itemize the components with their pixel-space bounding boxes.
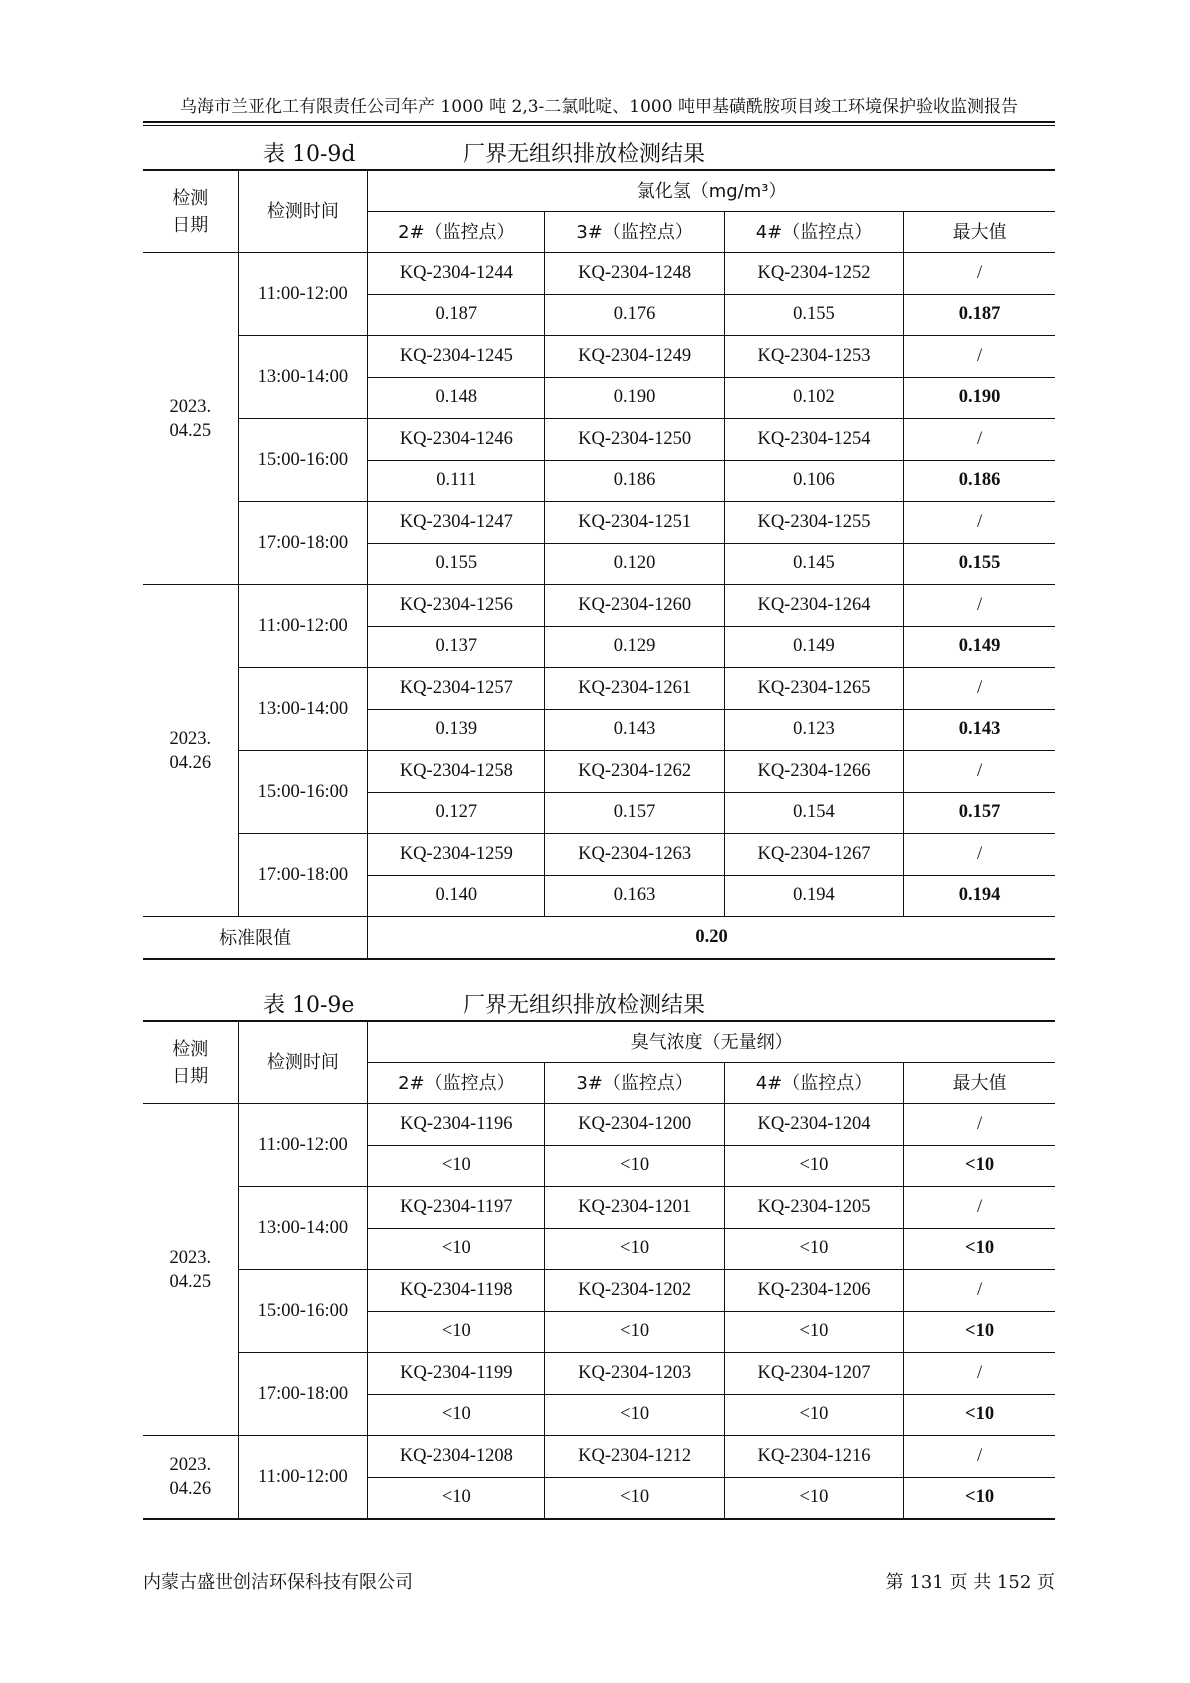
sample-id-cell: KQ-2304-1201 bbox=[545, 1187, 724, 1229]
odor-results-table bbox=[143, 1020, 1055, 1520]
value-cell: 0.143 bbox=[545, 709, 724, 751]
sample-id-cell: KQ-2304-1263 bbox=[545, 834, 724, 876]
max-id-cell: / bbox=[904, 1104, 1055, 1146]
sample-id-cell: KQ-2304-1203 bbox=[545, 1353, 724, 1395]
value-cell: <10 bbox=[724, 1477, 903, 1519]
value-cell: <10 bbox=[368, 1145, 545, 1187]
sample-id-cell: KQ-2304-1200 bbox=[545, 1104, 724, 1146]
table-row bbox=[143, 1187, 1055, 1229]
value-cell: 0.102 bbox=[724, 377, 903, 419]
time-cell: 11:00-12:00 bbox=[238, 253, 368, 336]
time-cell: 13:00-14:00 bbox=[238, 1187, 368, 1270]
value-cell: 0.149 bbox=[724, 626, 903, 668]
value-cell: 0.148 bbox=[368, 377, 545, 419]
value-cell: <10 bbox=[724, 1311, 903, 1353]
time-cell: 11:00-12:00 bbox=[238, 1436, 368, 1520]
max-id-cell: / bbox=[904, 502, 1055, 544]
table-row bbox=[143, 1353, 1055, 1395]
time-cell: 17:00-18:00 bbox=[238, 1353, 368, 1436]
value-cell: 0.139 bbox=[368, 709, 545, 751]
sample-id-cell: KQ-2304-1196 bbox=[368, 1104, 545, 1146]
value-cell: <10 bbox=[368, 1394, 545, 1436]
value-cell: 0.106 bbox=[724, 460, 903, 502]
sample-id-cell: KQ-2304-1197 bbox=[368, 1187, 545, 1229]
column-header-point-1: 2#（监控点） bbox=[368, 212, 545, 253]
sample-id-cell: KQ-2304-1261 bbox=[545, 668, 724, 710]
table-row bbox=[143, 751, 1055, 793]
time-cell: 17:00-18:00 bbox=[238, 834, 368, 917]
time-cell: 15:00-16:00 bbox=[238, 751, 368, 834]
value-cell: <10 bbox=[545, 1145, 724, 1187]
value-cell: <10 bbox=[724, 1228, 903, 1270]
column-header-point-4: 最大值 bbox=[904, 1063, 1055, 1104]
sample-id-cell: KQ-2304-1202 bbox=[545, 1270, 724, 1312]
table-title: 厂界无组织排放检测结果 bbox=[463, 993, 706, 1018]
column-header-point-4: 最大值 bbox=[904, 212, 1055, 253]
max-value-cell: 0.149 bbox=[904, 626, 1055, 668]
table-row bbox=[143, 668, 1055, 710]
max-value-cell: 0.194 bbox=[904, 875, 1055, 917]
table-e-block bbox=[143, 982, 1055, 1520]
sample-id-cell: KQ-2304-1246 bbox=[368, 419, 545, 461]
standard-limit-value: 0.20 bbox=[368, 917, 1055, 959]
sample-id-cell: KQ-2304-1207 bbox=[724, 1353, 903, 1395]
table-d-block bbox=[143, 131, 1055, 960]
table-caption bbox=[143, 982, 1055, 1020]
value-cell: <10 bbox=[545, 1477, 724, 1519]
max-value-cell: <10 bbox=[904, 1477, 1055, 1519]
sample-id-cell: KQ-2304-1212 bbox=[545, 1436, 724, 1478]
time-cell: 15:00-16:00 bbox=[238, 1270, 368, 1353]
max-value-cell: <10 bbox=[904, 1145, 1055, 1187]
time-cell: 13:00-14:00 bbox=[238, 668, 368, 751]
max-value-cell: 0.155 bbox=[904, 543, 1055, 585]
value-cell: 0.154 bbox=[724, 792, 903, 834]
value-cell: 0.123 bbox=[724, 709, 903, 751]
date-cell: 2023. 04.25 bbox=[143, 253, 238, 585]
value-cell: 0.155 bbox=[368, 543, 545, 585]
table-number: 表 10-9d bbox=[263, 142, 356, 167]
max-value-cell: <10 bbox=[904, 1228, 1055, 1270]
column-header-point-2: 3#（监控点） bbox=[545, 212, 724, 253]
value-cell: 0.186 bbox=[545, 460, 724, 502]
sample-id-cell: KQ-2304-1245 bbox=[368, 336, 545, 378]
column-header-point-2: 3#（监控点） bbox=[545, 1063, 724, 1104]
sample-id-cell: KQ-2304-1255 bbox=[724, 502, 903, 544]
sample-id-cell: KQ-2304-1249 bbox=[545, 336, 724, 378]
table-row bbox=[143, 253, 1055, 295]
max-id-cell: / bbox=[904, 1270, 1055, 1312]
column-header-point-3: 4#（监控点） bbox=[724, 212, 903, 253]
time-cell: 15:00-16:00 bbox=[238, 419, 368, 502]
value-cell: <10 bbox=[724, 1145, 903, 1187]
standard-limit-label: 标准限值 bbox=[143, 917, 368, 959]
table-title: 厂界无组织排放检测结果 bbox=[463, 142, 706, 167]
column-header-point-3: 4#（监控点） bbox=[724, 1063, 903, 1104]
max-id-cell: / bbox=[904, 253, 1055, 295]
value-cell: <10 bbox=[545, 1228, 724, 1270]
value-cell: 0.111 bbox=[368, 460, 545, 502]
max-value-cell: 0.187 bbox=[904, 294, 1055, 336]
sample-id-cell: KQ-2304-1199 bbox=[368, 1353, 545, 1395]
value-cell: <10 bbox=[368, 1228, 545, 1270]
column-header-point-1: 2#（监控点） bbox=[368, 1063, 545, 1104]
value-cell: <10 bbox=[545, 1311, 724, 1353]
time-cell: 11:00-12:00 bbox=[238, 1104, 368, 1187]
time-cell: 13:00-14:00 bbox=[238, 336, 368, 419]
value-cell: 0.120 bbox=[545, 543, 724, 585]
sample-id-cell: KQ-2304-1257 bbox=[368, 668, 545, 710]
sample-id-cell: KQ-2304-1250 bbox=[545, 419, 724, 461]
column-header-parameter: 臭气浓度（无量纲） bbox=[368, 1021, 1055, 1063]
sample-id-cell: KQ-2304-1204 bbox=[724, 1104, 903, 1146]
page-header: 乌海市兰亚化工有限责任公司年产 1000 吨 2,3-二氯吡啶、1000 吨甲基磺酰胺项目竣工环境保护验收监测报告 bbox=[180, 97, 1018, 117]
sample-id-cell: KQ-2304-1251 bbox=[545, 502, 724, 544]
sample-id-cell: KQ-2304-1247 bbox=[368, 502, 545, 544]
column-header-time: 检测时间 bbox=[238, 170, 368, 253]
table-row bbox=[143, 1104, 1055, 1146]
column-header-parameter: 氯化氢（mg/m³） bbox=[368, 170, 1055, 212]
max-id-cell: / bbox=[904, 336, 1055, 378]
sample-id-cell: KQ-2304-1252 bbox=[724, 253, 903, 295]
value-cell: 0.194 bbox=[724, 875, 903, 917]
max-id-cell: / bbox=[904, 1187, 1055, 1229]
table-row bbox=[143, 502, 1055, 544]
max-value-cell: 0.143 bbox=[904, 709, 1055, 751]
max-id-cell: / bbox=[904, 419, 1055, 461]
value-cell: 0.127 bbox=[368, 792, 545, 834]
date-cell: 2023. 04.25 bbox=[143, 1104, 238, 1436]
table-row bbox=[143, 419, 1055, 461]
table-row bbox=[143, 585, 1055, 627]
column-header-date: 检测 日期 bbox=[143, 1021, 238, 1104]
date-cell: 2023. 04.26 bbox=[143, 1436, 238, 1520]
value-cell: 0.157 bbox=[545, 792, 724, 834]
max-value-cell: 0.186 bbox=[904, 460, 1055, 502]
table-caption bbox=[143, 131, 1055, 169]
time-cell: 17:00-18:00 bbox=[238, 502, 368, 585]
footer-page-info: 第 131 页 共 152 页 bbox=[885, 1572, 1055, 1593]
sample-id-cell: KQ-2304-1256 bbox=[368, 585, 545, 627]
table-row bbox=[143, 1436, 1055, 1478]
sample-id-cell: KQ-2304-1253 bbox=[724, 336, 903, 378]
sample-id-cell: KQ-2304-1267 bbox=[724, 834, 903, 876]
max-id-cell: / bbox=[904, 585, 1055, 627]
table-number: 表 10-9e bbox=[263, 993, 355, 1018]
value-cell: 0.137 bbox=[368, 626, 545, 668]
max-id-cell: / bbox=[904, 751, 1055, 793]
max-id-cell: / bbox=[904, 668, 1055, 710]
max-value-cell: 0.190 bbox=[904, 377, 1055, 419]
max-id-cell: / bbox=[904, 1436, 1055, 1478]
max-id-cell: / bbox=[904, 834, 1055, 876]
value-cell: <10 bbox=[368, 1311, 545, 1353]
footer-company: 内蒙古盛世创洁环保科技有限公司 bbox=[143, 1572, 413, 1593]
header-rule-thin bbox=[143, 125, 1055, 126]
value-cell: 0.129 bbox=[545, 626, 724, 668]
sample-id-cell: KQ-2304-1259 bbox=[368, 834, 545, 876]
sample-id-cell: KQ-2304-1266 bbox=[724, 751, 903, 793]
sample-id-cell: KQ-2304-1244 bbox=[368, 253, 545, 295]
date-cell: 2023. 04.26 bbox=[143, 585, 238, 917]
hcl-results-table bbox=[143, 169, 1055, 960]
max-value-cell: <10 bbox=[904, 1394, 1055, 1436]
table-row bbox=[143, 1270, 1055, 1312]
max-id-cell: / bbox=[904, 1353, 1055, 1395]
column-header-date: 检测 日期 bbox=[143, 170, 238, 253]
header-rule bbox=[143, 121, 1055, 123]
value-cell: <10 bbox=[545, 1394, 724, 1436]
sample-id-cell: KQ-2304-1265 bbox=[724, 668, 903, 710]
max-value-cell: 0.157 bbox=[904, 792, 1055, 834]
max-value-cell: <10 bbox=[904, 1311, 1055, 1353]
sample-id-cell: KQ-2304-1260 bbox=[545, 585, 724, 627]
standard-limit-row bbox=[143, 917, 1055, 959]
sample-id-cell: KQ-2304-1206 bbox=[724, 1270, 903, 1312]
sample-id-cell: KQ-2304-1248 bbox=[545, 253, 724, 295]
sample-id-cell: KQ-2304-1216 bbox=[724, 1436, 903, 1478]
sample-id-cell: KQ-2304-1264 bbox=[724, 585, 903, 627]
time-cell: 11:00-12:00 bbox=[238, 585, 368, 668]
sample-id-cell: KQ-2304-1198 bbox=[368, 1270, 545, 1312]
table-row bbox=[143, 834, 1055, 876]
sample-id-cell: KQ-2304-1205 bbox=[724, 1187, 903, 1229]
value-cell: <10 bbox=[368, 1477, 545, 1519]
value-cell: 0.140 bbox=[368, 875, 545, 917]
sample-id-cell: KQ-2304-1208 bbox=[368, 1436, 545, 1478]
value-cell: 0.145 bbox=[724, 543, 903, 585]
value-cell: 0.176 bbox=[545, 294, 724, 336]
sample-id-cell: KQ-2304-1258 bbox=[368, 751, 545, 793]
value-cell: 0.163 bbox=[545, 875, 724, 917]
value-cell: <10 bbox=[724, 1394, 903, 1436]
column-header-time: 检测时间 bbox=[238, 1021, 368, 1104]
table-row bbox=[143, 336, 1055, 378]
value-cell: 0.187 bbox=[368, 294, 545, 336]
sample-id-cell: KQ-2304-1262 bbox=[545, 751, 724, 793]
value-cell: 0.155 bbox=[724, 294, 903, 336]
value-cell: 0.190 bbox=[545, 377, 724, 419]
sample-id-cell: KQ-2304-1254 bbox=[724, 419, 903, 461]
